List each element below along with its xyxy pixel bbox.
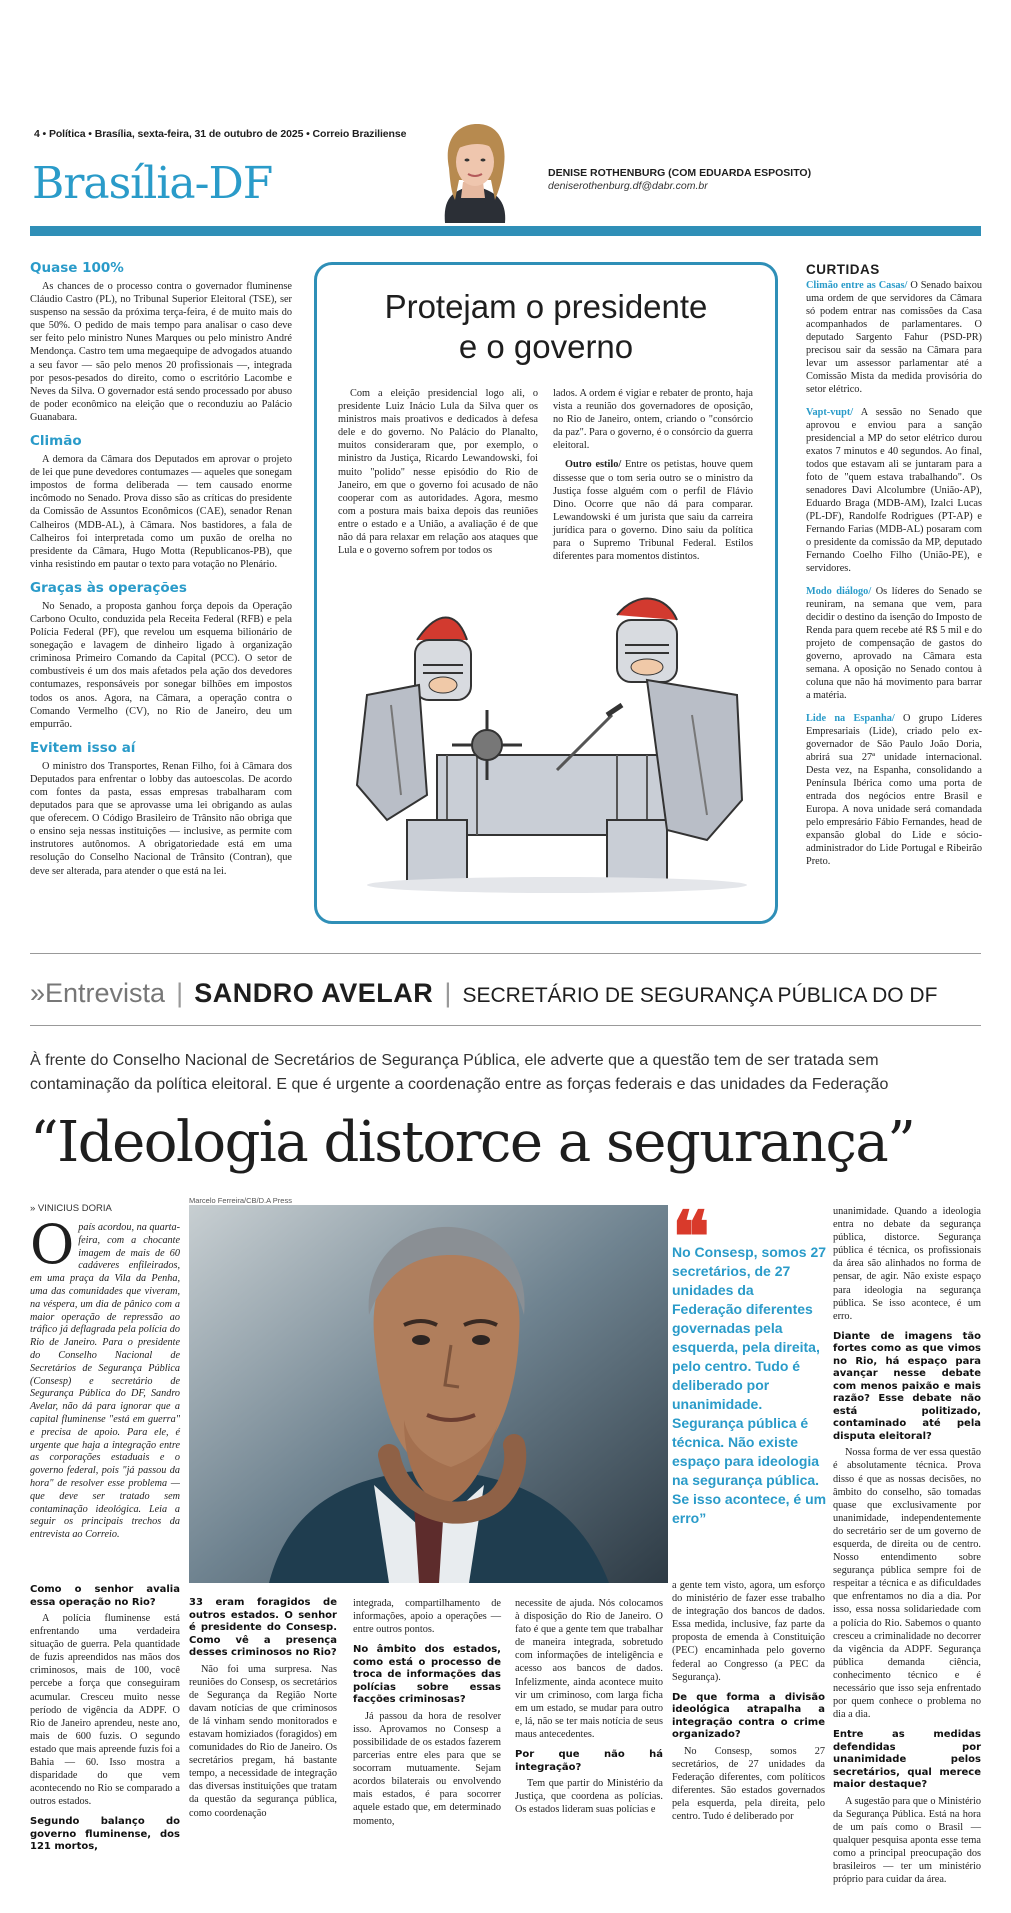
curtidas-item-text: O Senado baixou uma ordem de que servidores da Câmara só podem entrar nas comissões da Casa acompanhados de parlamentares. O deputado Sargento Fahur (PSD-PR) precisou sair da sessão na Câmara para levar um assessor parlamentar até a Comissão Mista da medida provisória do setor elétrico.	[806, 280, 983, 395]
header-rule	[30, 226, 981, 236]
note-text: O ministro dos Transportes, Renan Filho, foi à Câmara dos Deputados para enfrentar o lobby das autoescolas. De acordo com fontes da pasta, essas empresas trabalharam com deputados para que se aprovasse uma lei obrigando as aulas que oferecem. O Código Brasileiro de Trânsito não obriga que o ensino seja nessas instituições — inclusive, as permite com instrutores autônomos. A obrigatoriedade está em uma resolução do Conselho Nacional de Trânsito (Contran), que deve ser alterada, para atender o que está na lei.	[30, 760, 292, 877]
answer: A sugestão para que o Ministério da Segurança Pública. Está na hora de um país como o Brasil — qualquer pesquisa aponta esse tema como a principal preocupação dos brasileiros — ter um ministério próprio para cuidar da área.	[833, 1795, 981, 1886]
headline: “Ideologia distorce a segurança”	[30, 1110, 915, 1175]
question: De que forma a divisão ideológica atrapalha a integração contra o crime organizado?	[672, 1691, 825, 1741]
question: Como o senhor avalia essa operação no Rio?	[30, 1584, 180, 1608]
interviewee-name: SANDRO AVELAR	[194, 978, 434, 1008]
interview-col-1	[30, 1584, 180, 1857]
intro-text: país acordou, na quarta-feira, com a chocante imagem de mais de 60 cadáveres enfileirados, em uma praça da Vila da Penha, uma das comunidades que viveram, na véspera, um dia de pânico com a maior operação de repressão ao tráfico já deflagrada pela polícia do Rio de Janeiro. Para o presidente do Conselho Nacional de Secretários de Segurança Pública (Consesp) e secretário de Segurança Pública do DF, Sandro Avelar, não dá para ignorar que a capital fluminense "está em guerra" e precisa de apoio. Para ele, é urgente que haja a integração entre as corporações estaduais e o governo federal, pois "já passou da hora" de resolver esse problema — que deve ser tratado sem contaminação ideológica. Leia a seguir os principais trechos da entrevista ao Correio.	[30, 1222, 180, 1541]
drop-cap: O	[30, 1213, 75, 1276]
editorial-text: Com a eleição presidencial logo ali, o presidente Luiz Inácio Lula da Silva quer os ministros mais proativos e dedicados à defesa dele e do governo. No Palácio do Planalto, muitos consideraram que, por exemplo, o ministro da Justiça, Ricardo Lewandowski, foi muito "polido" nesse episódio do Rio de Janeiro, em que o governo foi acusado de não cooperar com as autoridades. Agora, mesmo com a postura mais baixa depois das reuniões entre o estado e a União, a avaliação é de que não dá para relaxar em relação aos ataques que Lula e o governo sofrem por todos os	[338, 388, 538, 557]
question: Segundo balanço do governo fluminense, dos 121 mortos,	[30, 1816, 180, 1853]
question: Diante de imagens tão fortes como as que vimos no Rio, há espaço para avançar nesse debate com menos paixão e mais razão? Esse debate não está politizado, contaminado até pela disputa eleitoral?	[833, 1330, 981, 1442]
note-title: Graças às operações	[30, 579, 187, 596]
interviewee-photo	[189, 1205, 668, 1583]
note-title: Evitem isso aí	[30, 739, 136, 756]
curtidas-item-head: Climão entre as Casas/	[806, 280, 908, 291]
curtidas-item-text: A sessão no Senado que aprovou e enviou para a sanção presidencial a MP do setor elétrico durou exatos 7 minutos e 40 segundos. Ao final, todos que estavam ali se juntaram para a foto de "quem estava trabalhando". Os senadores Davi Alcolumbre (União-AP), Eduardo Braga (MDB-AM), Izalci Lucas (PL-DF), Randolfe Rodrigues (PT-AP) e Fernando Farias (MDB-AL) posaram com o presidente da comissão da MP, deputado Fernando Coelho Filho (União-PE), e servidores.	[806, 407, 982, 574]
curtidas-item-head: Lide na Espanha/	[806, 713, 895, 724]
section-divider	[30, 953, 981, 954]
answer: Tem que partir do Ministério da Justiça, que coordena as polícias. Os estados lideram suas polícias e	[515, 1778, 663, 1816]
question: Por que não há integração?	[515, 1749, 663, 1773]
note-title: Quase 100%	[30, 260, 124, 276]
folio: 4 • Política • Brasília, sexta-feira, 31 de outubro de 2025 • Correio Braziliense	[34, 128, 407, 140]
interview-col-3	[353, 1597, 501, 1828]
answer: No Consesp, somos 27 secretários, de 27 unidades da Federação diferentes, com políticos diferentes. São estados governados pela esquerda, pela direita, pelo centro. Tudo é deliberado por	[672, 1745, 825, 1823]
note-text: No Senado, a proposta ganhou força depois da Operação Carbono Oculto, conduzida pela Receita Federal (RFB) e pela Polícia Federal (PF), que revelou um esquema bilionário de sonegação e lavagem de dinheiro ligado à organização criminosa Primeiro Comando da Capital (PCC). O setor de combustíveis é um dos mais afetados pela ação dos devedores contumazes, responsáveis por sonegar bilhões em impostos todos os anos. Agora, na Câmara, a operação contra o Comando Vermelho (CV), no Rio de Janeiro, deu um empurrão.	[30, 600, 292, 730]
note-title: Climão	[30, 433, 82, 450]
answer: unanimidade. Quando a ideologia entra no debate da segurança pública, distorce. Segurança pública é técnica, os profissionais da área são alinhados no forma de pensar, de agir. Não existe espaço para ideologia na segurança pública. Se isso acontece, é um erro.	[833, 1206, 981, 1322]
answer: Nossa forma de ver essa questão é absolutamente técnica. Prova disso é que as nossas decisões, no âmbito do conselho, são tomadas quase que exclusivamente por unanimidade, independentemente do secretário ser de um governo de esquerda, de direita ou de centro. Nosso entendimento sobre segurança pública sempre foi de respeitar a técnica e as dificuldades que enfrentamos no dia a dia. Por isso, essa nossa solidariedade com a polícia do Rio. Sabemos o quanto cresceu a criminalidade no decorrer da vigência da ADPF. Segurança pública demanda ciência, conhecimento técnico e é necessário que isso seja enfrentado por quem conhece o problema no dia a dia.	[833, 1447, 981, 1721]
answer: Já passou da hora de resolver isso. Aprovamos no Consesp a possibilidade de os estados fazerem parcerias entre eles para que se socorram mutuamente. Sejam acordos bilaterais ou envolvendo mais estados, é para socorrer aquele estado que, em determinado momento,	[353, 1710, 501, 1827]
question: 33 eram foragidos de outros estados. O senhor é presidente do Consesp. Como vê a presença desses criminosos no Rio?	[189, 1597, 337, 1658]
standfirst: À frente do Conselho Nacional de Secretários de Segurança Pública, ele adverte que a questão tem de ser tratada sem contaminação da política eleitoral. E que é urgente a coordenação entre as forças federais e das unidades da Federação	[30, 1052, 889, 1093]
answer: a gente tem visto, agora, um esforço do ministério de fazer esse trabalho de integração dos bancos de dados. Essa medida, inclusive, faz parte da proposta de emenda à Constituição (PEC) encaminhada pelo governo federal ao Congresso (a PEC da Segurança).	[672, 1580, 825, 1683]
curtidas-item-head: Modo diálogo/	[806, 586, 872, 597]
section-divider	[30, 1025, 981, 1026]
byline: » VINICIUS DORIA	[30, 1203, 112, 1214]
editorial-box	[314, 262, 778, 924]
interview-col-4	[515, 1597, 663, 1816]
note-text: As chances de o processo contra o governador fluminense Cláudio Castro (PL), no Tribunal Superior Eleitoral (TSE), ser suspenso na sessão da próxima terça-feira, é de muito mais do que 50%. O pedido de mais tempo para analisar o caso deve ser feito pelo ministro Nunes Marques ou pelo ministro André Mendonça. Castro tem uma megaequipe de advogados atuando a seu favor — são pelo menos 20 profissionais —, integrada por pesos-pesados do direito, como o escritório Lacombe e Neves da Silva. O governador está sendo processado por abuso de poder econômico na eleição que o reconduziu ao Palácio Guanabara.	[30, 281, 292, 423]
editorial-title	[317, 287, 775, 367]
quote-marks-icon: ❝	[672, 1195, 710, 1278]
interview-col-2	[189, 1597, 337, 1820]
answer: necessite de ajuda. Nós colocamos à disposição do Rio de Janeiro. O fato é que a gente tem que trabalhar de maneira integrada, sobretudo com informações de inteligência e acesso aos bancos de dados. Infelizmente, ainda acontece muito vir um criminoso, com larga ficha em um estado, se mudar para outro e, lá, não se ter mais notícia de seus maus antecedentes.	[515, 1598, 663, 1740]
curtidas-item-text: Os líderes do Senado se reuniram, na semana que vem, para decidir o destino da isenção do Imposto de Renda para quem recebe até R$ 5 mil e do projeto de compensação de gastos do governo, aprovado na Câmara esta semana. A oposição no Senado contou à coluna que não há movimento para barrar a matéria.	[806, 586, 982, 701]
interview-kicker-bar: »Entrevista | SANDRO AVELAR | SECRETÁRIO DE SEGURANÇA PÚBLICA DO DF	[30, 978, 938, 1008]
answer: A polícia fluminense está enfrentando uma verdadeira situação de guerra. Pela quantidade de fuzis apreendidos nas mãos dos criminosos, mais de 100, você percebe a força que conseguiram acumular. Cresceu muito nesse período de vigência da ADPF. O Rio de Janeiro aprendeu, neste ano, mais de 600 fuzis. O segundo estado que mais apreende fuzis foi a Bahia — 60. Isso mostra a disparidade do que vem acontecendo no Rio se comparado a outros estados.	[30, 1613, 180, 1808]
interview-kicker: »Entrevista	[30, 978, 166, 1008]
editorial-text: Entre os petistas, houve quem dissesse que o tom seria outro se o ministro da Justiça fosse alguém com o perfil de Flávio Dino. Ocorre que não dá para comparar. Lewandowski é um jurista que saiu da carreira jurídica para o governo. Dino saiu da política para o Supremo Tribunal Federal. Estilos diferentes para momentos distintos.	[553, 459, 753, 563]
author-portrait	[425, 120, 525, 223]
author-email[interactable]: deniserothenburg.df@dabr.com.br	[548, 180, 708, 192]
curtidas-item-text: O grupo Líderes Empresariais (Lide), criado pelo ex-governador de São Paulo João Doria, abrirá sua 27ª unidade internacional. Desta vez, na Espanha, consolidando a Península Ibérica como uma porta de entrada dos negócios entre Brasil e Europa. A nova unidade será comandada pelo empresário Fábio Fernandes, head de expansão global do Lide e sócio-administrador do Lide Portugal e Ribeirão Preto.	[806, 713, 982, 867]
editorial-title-line: e o governo	[458, 328, 634, 365]
column-title: Brasília-DF	[32, 158, 273, 209]
curtidas-title: CURTIDAS	[806, 262, 880, 277]
question: No âmbito dos estados, como está o processo de troca de informações das polícias sobre essas facções criminosas?	[353, 1644, 501, 1706]
question: Entre as medidas defendidas por unanimidade pelos secretários, qual merece maior destaque?	[833, 1729, 981, 1791]
photo-credit: Marcelo Ferreira/CB/D.A Press	[189, 1196, 292, 1205]
intro-column	[30, 1213, 180, 1542]
author-name: DENISE ROTHENBURG (COM EDUARDA ESPOSITO)	[548, 167, 812, 179]
knights-cartoon	[347, 595, 747, 895]
interviewee-role: SECRETÁRIO DE SEGURANÇA PÚBLICA DO DF	[462, 984, 938, 1007]
editorial-subhead: Outro estilo/	[565, 459, 622, 471]
pull-quote: No Consesp, somos 27 secretários, de 27 unidades da Federação diferentes governadas pela esquerda, pela direita, pelo centro. Tudo é deliberado por unanimidade. Segurança pública é técnica. Não existe espaço para ideologia na segurança pública. Se isso acontece, é um erro”	[672, 1244, 827, 1526]
curtidas-column	[806, 262, 982, 868]
answer: integrada, compartilhamento de informações, apoio a operações — entre outros pontos.	[353, 1598, 501, 1636]
interview-col-6	[833, 1205, 981, 1886]
editorial-text: lados. A ordem é vigiar e rebater de pronto, haja vista a reunião dos governadores de oposição, no Rio de Janeiro, ontem, criando o "consórcio da paz". Para o governo, é o consórcio da guerra eleitoral.	[553, 388, 753, 452]
interview-col-5	[672, 1579, 825, 1823]
curtidas-item-head: Vapt-vupt/	[806, 407, 854, 418]
editorial-title-line: Protejam o presidente	[384, 288, 708, 325]
answer: Não foi uma surpresa. Nas reuniões do Consesp, os secretários de Segurança da Região Norte davam notícias de que criminosos de lá vinham sendo monitorados e estavam homiziados (foragidos) em comunidades do Rio de Janeiro. Os secretários pregam, há bastante tempo, a necessidade de integração das diversas instituições que tratam da questão da segurança pública, como coordenação	[189, 1663, 337, 1819]
note-text: A demora da Câmara dos Deputados em aprovar o projeto de lei que pune devedores contumazes — aqueles que sonegam impostos de forma deliberada — tem causado enorme incômodo no Senado. Prova disso são as críticas do presidente da Comissão de Assuntos Econômicos (CAE), senador Renan Calheiros (MDB-AL), à Câmara. Nos bastidores, a fala de Calheiros foi interpretada como um puxão de orelha no presidente da Câmara, Hugo Motta (Republicanos-PB), que vinha resistindo em pautar o texto para votação no Plenário.	[30, 454, 292, 570]
left-column	[30, 252, 292, 878]
